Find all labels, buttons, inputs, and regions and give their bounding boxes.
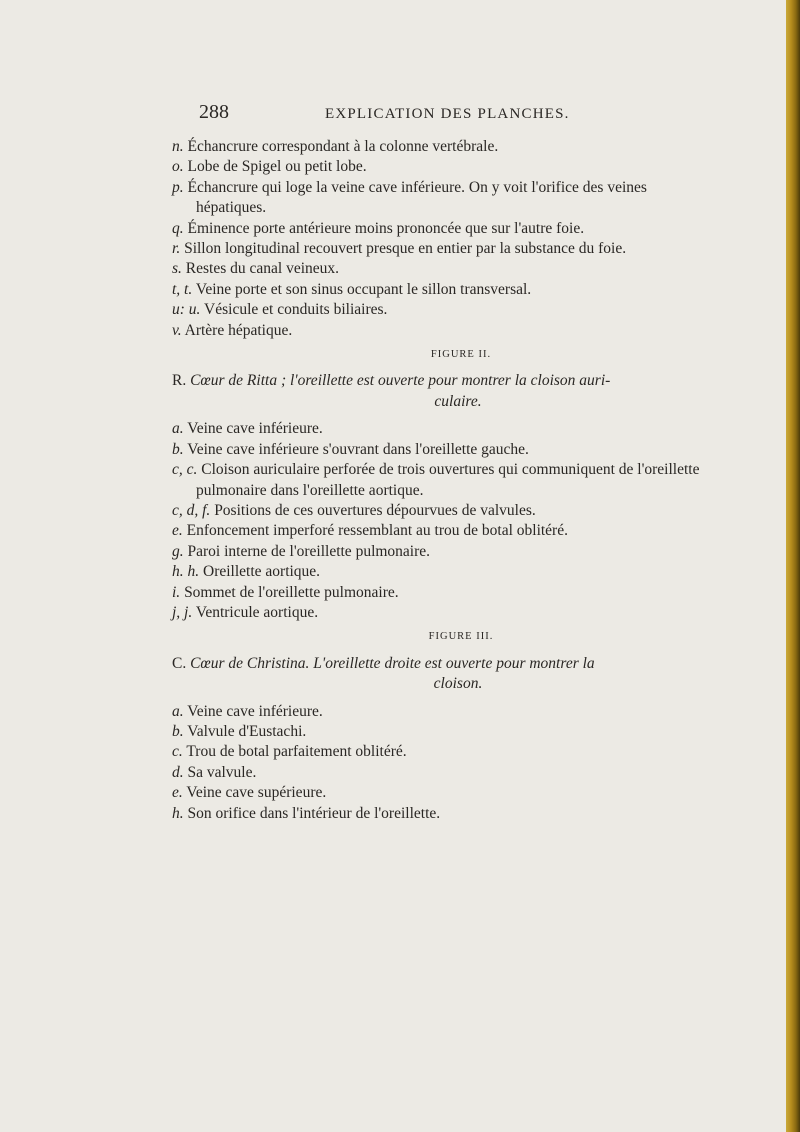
- legend-entry: r. Sillon longitudinal recouvert presque en entier par la substance du foie.: [172, 240, 627, 258]
- legend-entry: c, d, f. Positions de ces ouvertures dépourvues de valvules.: [172, 501, 536, 519]
- page-text: [172, 137, 720, 824]
- figure-3-caption-end: cloison.: [433, 675, 483, 693]
- legend-entry: o. Lobe de Spigel ou petit lobe.: [172, 158, 367, 176]
- running-header: [0, 101, 786, 123]
- header-title: EXPLICATION DES PLANCHES.: [325, 106, 570, 122]
- legend-entry: p. Échancrure qui loge la veine cave inférieure. On y voit l'orifice des veines hépatiques.: [172, 178, 647, 217]
- legend-entry: j, j. Ventricule aortique.: [172, 603, 319, 621]
- figure-3-legend: [172, 702, 720, 824]
- legend-entry: a. Veine cave inférieure.: [172, 420, 323, 438]
- legend-block-1: [172, 137, 720, 341]
- legend-entry: u: u. Vésicule et conduits biliaires.: [172, 301, 388, 319]
- legend-entry: q. Éminence porte antérieure moins prononcée que sur l'autre foie.: [172, 219, 585, 237]
- legend-entry: i. Sommet de l'oreillette pulmonaire.: [172, 583, 399, 601]
- legend-entry: c. Trou de botal parfaitement oblitéré.: [172, 743, 407, 761]
- figure-2-heading: FIGURE II.: [430, 349, 492, 361]
- figure-2-legend: [172, 419, 720, 623]
- legend-entry: a. Veine cave inférieure.: [172, 702, 323, 720]
- figure-3-caption: C. Cœur de Christina. L'oreillette droite est ouverte pour montrer la cloison.: [172, 654, 720, 695]
- legend-entry: v. Artère hépatique.: [172, 321, 293, 339]
- figure-2-caption: R. Cœur de Ritta ; l'oreillette est ouverte pour montrer la cloison auri- culaire.: [172, 371, 720, 412]
- legend-entry: c, c. Cloison auriculaire perforée de trois ouvertures qui communiquent de l'oreillette pulmonaire dans l'oreillette aortique.: [172, 461, 700, 499]
- legend-entry: b. Veine cave inférieure s'ouvrant dans l'oreillette gauche.: [172, 440, 529, 458]
- legend-entry: s. Restes du canal veineux.: [172, 260, 340, 278]
- legend-entry: e. Veine cave supérieure.: [172, 784, 327, 802]
- page-number: 288: [199, 101, 229, 123]
- page-edge: [786, 0, 800, 1132]
- legend-entry: e. Enfoncement imperforé ressemblant au trou de botal oblitéré.: [172, 522, 568, 540]
- legend-entry: n. Échancrure correspondant à la colonne vertébrale.: [172, 138, 499, 155]
- figure-3-heading: FIGURE III.: [428, 631, 494, 643]
- legend-entry: b. Valvule d'Eustachi.: [172, 722, 307, 740]
- legend-entry: h. h. Oreillette aortique.: [172, 563, 321, 581]
- legend-entry: g. Paroi interne de l'oreillette pulmonaire.: [172, 542, 431, 560]
- legend-entry: d. Sa valvule.: [172, 763, 257, 781]
- legend-entry: t, t. Veine porte et son sinus occupant le sillon transversal.: [172, 280, 532, 298]
- legend-entry: h. Son orifice dans l'intérieur de l'oreillette.: [172, 804, 441, 822]
- figure-2-caption-end: culaire.: [434, 392, 482, 410]
